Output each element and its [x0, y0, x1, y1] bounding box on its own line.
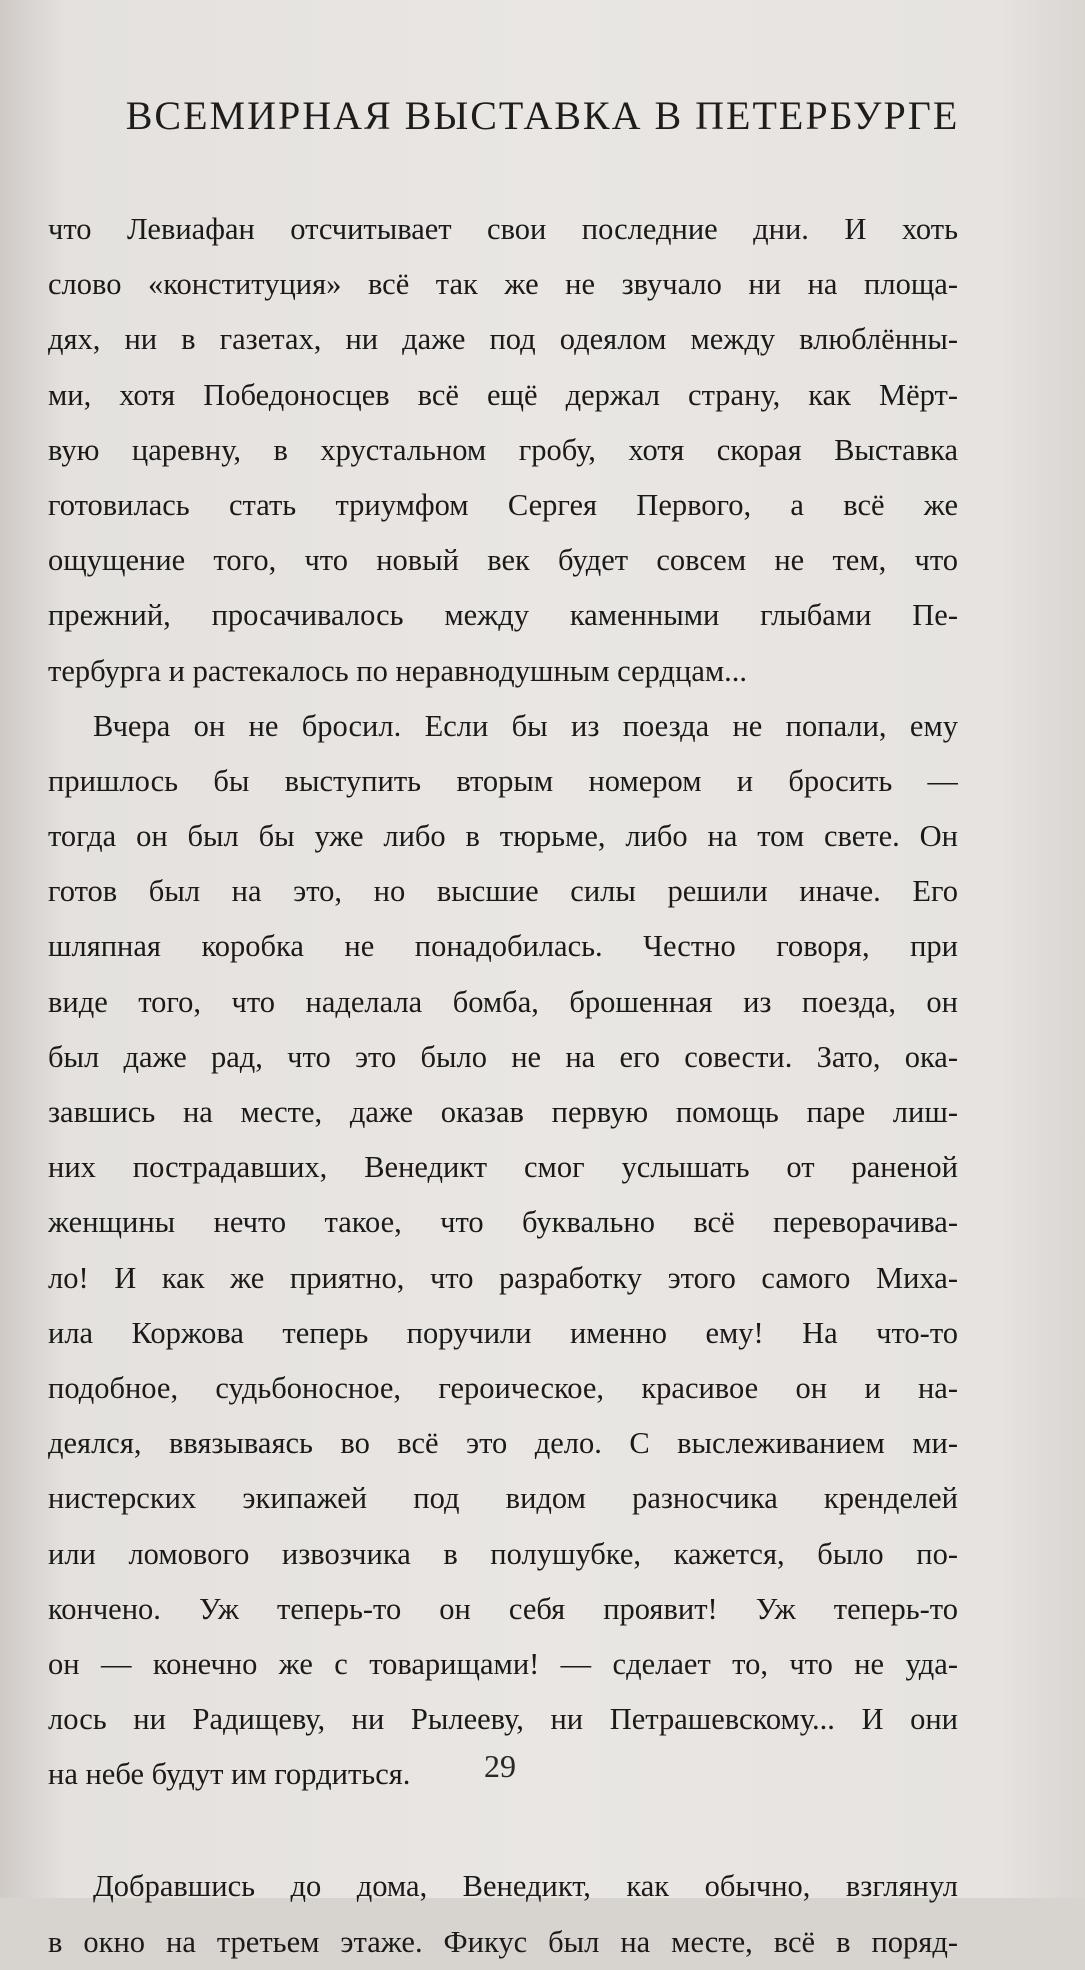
text-line: ло! И как же приятно, что разработку этого самого Миха- — [48, 1260, 958, 1295]
text-line: шляпная коробка не понадобилась. Честно говоря, при — [48, 929, 958, 964]
text-line: прежний, просачивалось между каменными глыбами Пе- — [48, 598, 958, 633]
text-line: лось ни Радищеву, ни Рылееву, ни Петрашевскому... И они — [48, 1702, 958, 1737]
text-line: Добравшись до дома, Венедикт, как обычно, взглянул — [93, 1869, 958, 1904]
text-line: завшись на месте, даже оказав первую помощь паре лиш- — [48, 1095, 958, 1129]
text-line: кончено. Уж теперь-то он себя проявит! Уж теперь-то — [48, 1591, 958, 1626]
paragraph — [48, 202, 958, 699]
text-line: в окно на третьем этаже. Фикус был на месте, всё в поряд- — [48, 1924, 958, 1959]
text-line: или ломового извозчика в полушубке, кажется, было по- — [48, 1536, 958, 1571]
running-head: ВСЕМИРНАЯ ВЫСТАВКА В ПЕТЕРБУРГЕ — [125, 93, 960, 138]
text-line: он — конечно же с товарищами! — сделает то, что не уда- — [48, 1646, 958, 1681]
text-line: них пострадавших, Венедикт смог услышать от раненой — [48, 1150, 958, 1185]
text-line: тогда он был бы уже либо в тюрьме, либо на том свете. Он — [48, 819, 958, 854]
text-line: ощущение того, что новый век будет совсем не тем, что — [48, 543, 958, 578]
text-line: тербурга и растекалось по неравнодушным сердцам... — [48, 653, 748, 688]
text-line: слово «конституция» всё так же не звучало ни на площа- — [48, 267, 958, 302]
text-line: на небе будут им гордиться. — [48, 1757, 411, 1792]
section-break — [48, 1802, 958, 1859]
text-line: готов был на это, но высшие силы решили иначе. Его — [48, 874, 958, 909]
text-line: подобное, судьбоносное, героическое, красивое он и на- — [48, 1370, 958, 1405]
page-number: 29 — [484, 1748, 516, 1784]
body-text — [48, 202, 958, 1970]
text-line: ми, хотя Победоносцев всё ещё держал страну, как Мёрт- — [48, 377, 958, 412]
paragraph — [48, 699, 958, 1803]
text-line: ила Коржова теперь поручили именно ему! На что-то — [48, 1315, 958, 1350]
text-line: дях, ни в газетах, ни даже под одеялом между влюблённы- — [48, 322, 958, 357]
text-line: был даже рад, что это было не на его совести. Зато, ока- — [48, 1039, 958, 1074]
text-line: вую царевну, в хрустальном гробу, хотя скорая Выставка — [48, 432, 958, 467]
text-line: Вчера он не бросил. Если бы из поезда не попали, ему — [93, 708, 958, 743]
paragraph — [48, 1859, 958, 1969]
text-line: деялся, ввязываясь во всё это дело. С выслеживанием ми- — [48, 1426, 958, 1461]
text-line: что Левиафан отсчитывает свои последние дни. И хоть — [48, 212, 958, 246]
text-line: виде того, что наделала бомба, брошенная из поезда, он — [48, 984, 958, 1019]
text-line: нистерских экипажей под видом разносчика кренделей — [48, 1481, 958, 1516]
text-line: готовилась стать триумфом Сергея Первого, а всё же — [48, 487, 958, 522]
text-line: женщины нечто такое, что буквально всё переворачива- — [48, 1205, 958, 1240]
text-line: пришлось бы выступить вторым номером и бросить — — [48, 763, 958, 798]
